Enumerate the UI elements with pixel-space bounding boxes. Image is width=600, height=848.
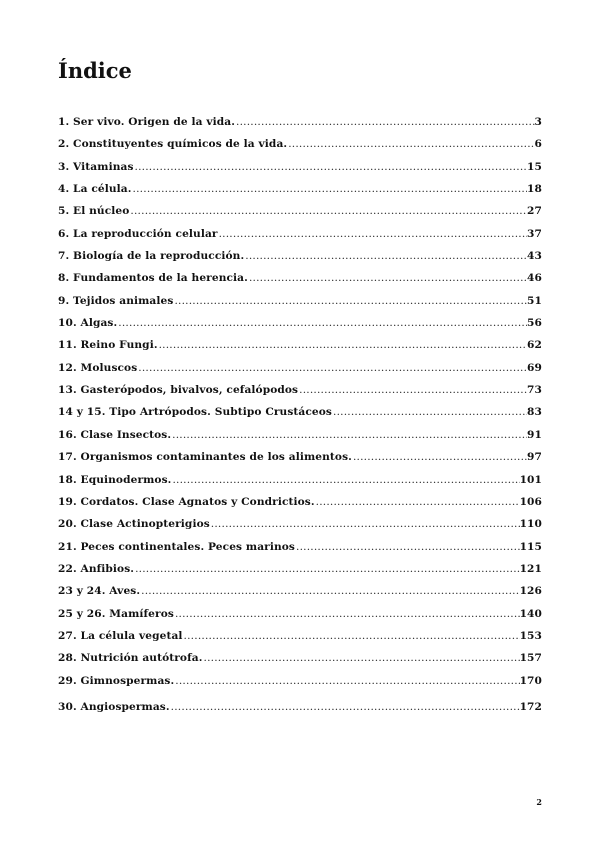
- dot-leader: [158, 339, 527, 351]
- dot-leader: [235, 116, 534, 128]
- toc-entry[interactable]: [58, 406, 542, 428]
- toc-entry[interactable]: [58, 474, 542, 496]
- dot-leader: [134, 563, 520, 575]
- toc-entry-page: 110: [519, 518, 542, 531]
- toc-entry-page: 170: [519, 674, 542, 687]
- dot-leader: [174, 675, 519, 687]
- toc-entry[interactable]: [58, 518, 542, 540]
- toc-entry-title: 18. Equinodermos.: [58, 473, 172, 486]
- toc-entry-title: 23 y 24. Aves.: [58, 585, 141, 598]
- toc-entry[interactable]: [58, 384, 542, 406]
- toc-entry[interactable]: [58, 339, 542, 361]
- dot-leader: [332, 406, 527, 418]
- toc-entry[interactable]: [58, 429, 542, 451]
- dot-leader: [248, 272, 527, 284]
- toc-entry-title: 22. Anfibios.: [58, 562, 135, 575]
- toc-entry[interactable]: [58, 701, 542, 723]
- toc-entry[interactable]: [58, 161, 542, 183]
- toc-entry-page: 83: [527, 406, 542, 419]
- dot-leader: [183, 630, 520, 642]
- page-number: 2: [536, 797, 542, 807]
- toc-entry-page: 18: [527, 183, 542, 196]
- dot-leader: [315, 496, 520, 508]
- toc-entry-title: 13. Gasterópodos, bivalvos, cefalópodos: [58, 384, 299, 397]
- toc-entry-page: 106: [519, 495, 542, 508]
- toc-entry-page: 101: [519, 473, 542, 486]
- toc-entry[interactable]: [58, 630, 542, 652]
- toc-entry-page: 126: [519, 585, 542, 598]
- toc-entry[interactable]: [58, 541, 542, 563]
- toc-entry-title: 6. La reproducción celular: [58, 227, 218, 240]
- toc-entry[interactable]: [58, 205, 542, 227]
- table-of-contents: [58, 116, 542, 723]
- toc-entry[interactable]: [58, 451, 542, 473]
- toc-entry[interactable]: [58, 116, 542, 138]
- toc-entry[interactable]: [58, 138, 542, 160]
- toc-entry-title: 2. Constituyentes químicos de la vida.: [58, 138, 288, 151]
- toc-entry-title: 25 y 26. Mamíferos: [58, 607, 174, 620]
- toc-entry-page: 91: [527, 428, 542, 441]
- dot-leader: [171, 429, 527, 441]
- dot-leader: [140, 585, 519, 597]
- toc-entry-title: 30. Angiospermas.: [58, 700, 170, 713]
- toc-entry[interactable]: [58, 183, 542, 205]
- toc-entry-page: 121: [519, 562, 542, 575]
- toc-entry-title: 20. Clase Actinopterigios: [58, 518, 210, 531]
- toc-entry-title: 19. Cordatos. Clase Agnatos y Condrictios.: [58, 495, 315, 508]
- toc-entry-page: 140: [519, 607, 542, 620]
- toc-entry-title: 3. Vitaminas: [58, 160, 134, 173]
- toc-entry[interactable]: [58, 563, 542, 585]
- toc-entry-page: 115: [519, 540, 542, 553]
- toc-entry[interactable]: [58, 250, 542, 272]
- dot-leader: [244, 250, 527, 262]
- toc-entry-title: 5. El núcleo: [58, 205, 130, 218]
- toc-entry-title: 10. Algas.: [58, 317, 118, 330]
- dot-leader: [174, 608, 520, 620]
- toc-entry-page: 46: [527, 272, 542, 285]
- toc-entry-page: 62: [527, 339, 542, 352]
- toc-entry-page: 153: [519, 629, 542, 642]
- toc-entry-title: 29. Gimnospermas.: [58, 674, 175, 687]
- toc-entry[interactable]: [58, 228, 542, 250]
- toc-entry-page: 6: [534, 138, 542, 151]
- toc-entry-page: 15: [527, 160, 542, 173]
- toc-entry[interactable]: [58, 295, 542, 317]
- toc-entry-title: 12. Moluscos: [58, 361, 138, 374]
- toc-entry[interactable]: [58, 608, 542, 630]
- toc-entry-page: 157: [519, 652, 542, 665]
- dot-leader: [203, 652, 520, 664]
- dot-leader: [352, 451, 527, 463]
- toc-entry-page: 27: [527, 205, 542, 218]
- page-title: Índice: [58, 58, 132, 83]
- toc-entry-page: 73: [527, 384, 542, 397]
- toc-entry-title: 17. Organismos contaminantes de los alimentos.: [58, 451, 352, 464]
- dot-leader: [129, 205, 527, 217]
- dot-leader: [137, 362, 527, 374]
- toc-entry-title: 4. La célula.: [58, 183, 132, 196]
- toc-entry-title: 7. Biología de la reproducción.: [58, 250, 245, 263]
- toc-entry-page: 3: [534, 116, 542, 128]
- toc-entry[interactable]: [58, 362, 542, 384]
- toc-entry-title: 16. Clase Insectos.: [58, 428, 172, 441]
- toc-entry-page: 172: [519, 700, 542, 713]
- dot-leader: [117, 317, 527, 329]
- dot-leader: [132, 183, 528, 195]
- dot-leader: [134, 161, 528, 173]
- toc-entry[interactable]: [58, 652, 542, 674]
- toc-entry-page: 43: [527, 250, 542, 263]
- toc-entry[interactable]: [58, 675, 542, 697]
- dot-leader: [218, 228, 527, 240]
- dot-leader: [171, 474, 519, 486]
- toc-entry-page: 51: [527, 294, 542, 307]
- dot-leader: [170, 701, 520, 713]
- toc-entry-page: 37: [527, 227, 542, 240]
- dot-leader: [210, 518, 520, 530]
- dot-leader: [298, 384, 527, 396]
- dot-leader: [287, 138, 534, 150]
- toc-entry-title: 1. Ser vivo. Origen de la vida.: [58, 116, 236, 128]
- toc-entry-page: 56: [527, 317, 542, 330]
- dot-leader: [295, 541, 520, 553]
- toc-entry-page: 69: [527, 361, 542, 374]
- dot-leader: [173, 295, 527, 307]
- toc-entry[interactable]: [58, 317, 542, 339]
- toc-entry-title: 28. Nutrición autótrofa.: [58, 652, 203, 665]
- toc-entry-title: 27. La célula vegetal: [58, 629, 183, 642]
- toc-entry[interactable]: [58, 585, 542, 607]
- toc-entry-title: 21. Peces continentales. Peces marinos: [58, 540, 296, 553]
- toc-entry-page: 97: [527, 451, 542, 464]
- toc-entry-title: 8. Fundamentos de la herencia.: [58, 272, 248, 285]
- toc-entry[interactable]: [58, 272, 542, 294]
- toc-entry-title: 14 y 15. Tipo Artrópodos. Subtipo Crustáceos: [58, 406, 332, 419]
- toc-entry[interactable]: [58, 496, 542, 518]
- toc-entry-title: 11. Reino Fungi.: [58, 339, 158, 352]
- toc-entry-title: 9. Tejidos animales: [58, 294, 174, 307]
